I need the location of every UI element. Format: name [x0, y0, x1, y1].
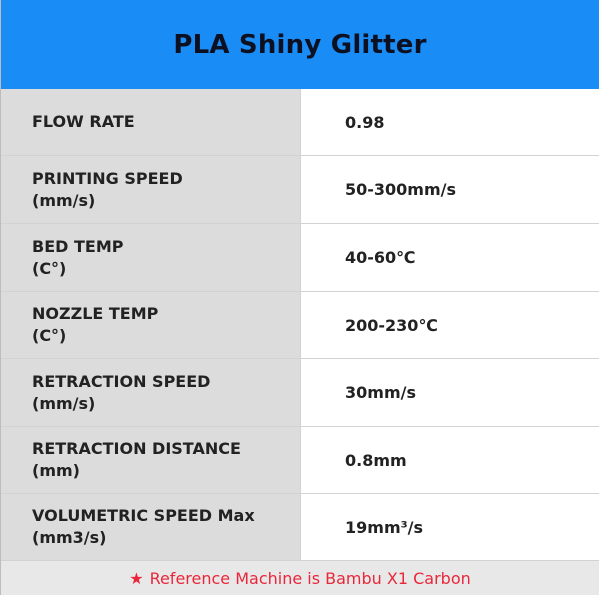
spec-value-cell	[301, 156, 599, 223]
spec-row-printing-speed	[1, 156, 599, 224]
spec-label-cell	[1, 427, 301, 493]
spec-label-cell	[1, 292, 301, 358]
spec-value-cell	[301, 494, 599, 560]
product-title: PLA Shiny Glitter	[173, 29, 427, 60]
spec-label: NOZZLE TEMP	[32, 304, 159, 323]
spec-value: 40-60℃	[345, 248, 416, 267]
spec-label: FLOW RATE	[32, 112, 135, 131]
star-icon: ★	[129, 568, 144, 588]
spec-label-cell	[1, 156, 301, 223]
footer	[1, 561, 599, 595]
spec-unit: (C°)	[32, 258, 67, 278]
spec-label-cell	[1, 359, 301, 426]
reference-note-text: Reference Machine is Bambu X1 Carbon	[149, 568, 471, 588]
spec-unit: (mm)	[32, 461, 80, 480]
spec-row-nozzle-temp	[1, 292, 599, 359]
spec-label: PRINTING SPEED	[32, 168, 183, 188]
header	[1, 0, 599, 89]
spec-value: 50-300mm/s	[345, 180, 457, 199]
spec-value-cell	[301, 427, 599, 493]
spec-value: 19mm³/s	[345, 517, 423, 537]
spec-row-volumetric-speed	[1, 494, 599, 561]
spec-unit: (C°)	[32, 326, 67, 345]
spec-value: 30mm/s	[345, 383, 416, 402]
spec-unit: (mm/s)	[32, 190, 96, 210]
spec-label: BED TEMP	[32, 236, 124, 256]
spec-value: 0.8mm	[345, 450, 407, 470]
spec-value: 0.98	[345, 112, 385, 132]
spec-label: RETRACTION DISTANCE	[32, 439, 241, 458]
spec-label-cell	[1, 224, 301, 291]
spec-value-cell	[301, 359, 599, 426]
spec-unit: (mm/s)	[32, 393, 96, 413]
spec-value-cell	[301, 89, 599, 155]
spec-value-cell	[301, 292, 599, 358]
spec-label-cell	[1, 89, 301, 155]
spec-value: 200-230℃	[345, 315, 438, 335]
spec-label: VOLUMETRIC SPEED Max	[32, 506, 255, 525]
spec-row-retraction-speed	[1, 359, 599, 427]
spec-label-cell	[1, 494, 301, 560]
spec-label: RETRACTION SPEED	[32, 371, 211, 391]
spec-row-flow-rate	[1, 89, 599, 156]
spec-unit: (mm3/s)	[32, 528, 107, 547]
reference-note	[129, 569, 471, 588]
spec-row-retraction-distance	[1, 427, 599, 494]
spec-value-cell	[301, 224, 599, 291]
spec-row-bed-temp	[1, 224, 599, 292]
